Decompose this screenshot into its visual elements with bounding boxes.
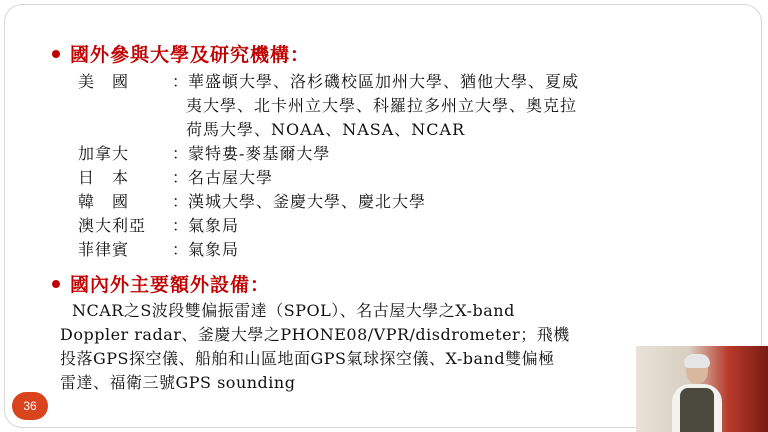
institution-row-usa-cont1: 夷大學、北卡州立大學、科羅拉多州立大學、奧克拉: [186, 96, 578, 115]
institution-list: 蒙特婁-麥基爾大學: [188, 144, 331, 163]
institution-row-korea: 韓 國 ：漢城大學、釜慶大學、慶北大學: [78, 189, 426, 212]
institution-row-usa: 美 國 ：華盛頓大學、洛杉磯校區加州大學、猶他大學、夏威: [78, 69, 579, 92]
heading-text: 國內外主要額外設備：: [70, 274, 271, 296]
bullet-icon: [52, 280, 60, 288]
country-label: 美 國: [78, 72, 130, 91]
institution-row-canada: 加拿大 ：蒙特婁-麥基爾大學: [78, 141, 330, 164]
page-number-badge: 36: [12, 392, 48, 420]
section-heading-institutions: [52, 40, 310, 67]
country-label: 澳大利亞: [78, 216, 147, 235]
speaker-video-thumbnail[interactable]: [636, 346, 768, 432]
equipment-line-3: 投落GPS探空儀、船舶和山區地面GPS氣球探空儀、X-band雙偏極: [60, 349, 555, 368]
equipment-line-4: 雷達、福衛三號GPS sounding: [60, 373, 296, 392]
institution-row-japan: 日 本 ：名古屋大學: [78, 165, 273, 188]
country-label: 菲律賓: [78, 240, 130, 259]
equipment-line-1: NCAR之S波段雙偏振雷達（SPOL）、名古屋大學之X-band: [72, 301, 515, 320]
institution-list: 氣象局: [188, 216, 240, 235]
bullet-icon: [52, 50, 60, 58]
heading-text: 國外參與大學及研究機構：: [70, 44, 311, 66]
country-label: 加拿大: [78, 144, 130, 163]
country-label: 韓 國: [78, 192, 130, 211]
institution-list: 華盛頓大學、洛杉磯校區加州大學、猶他大學、夏威: [188, 72, 580, 91]
equipment-line-2: Doppler radar、釜慶大學之PHONE08/VPR/disdrometer；飛機: [60, 325, 570, 344]
institution-list: 漢城大學、釜慶大學、慶北大學: [188, 192, 427, 211]
country-label: 日 本: [78, 168, 130, 187]
institution-list: 名古屋大學: [188, 168, 274, 187]
institution-row-australia: 澳大利亞 ：氣象局: [78, 213, 239, 236]
section-heading-equipment: [52, 270, 270, 297]
institution-row-usa-cont2: 荷馬大學、NOAA、NASA、NCAR: [186, 120, 466, 139]
institution-row-philippines: 菲律賓 ：氣象局: [78, 237, 239, 260]
institution-list: 氣象局: [188, 240, 240, 259]
